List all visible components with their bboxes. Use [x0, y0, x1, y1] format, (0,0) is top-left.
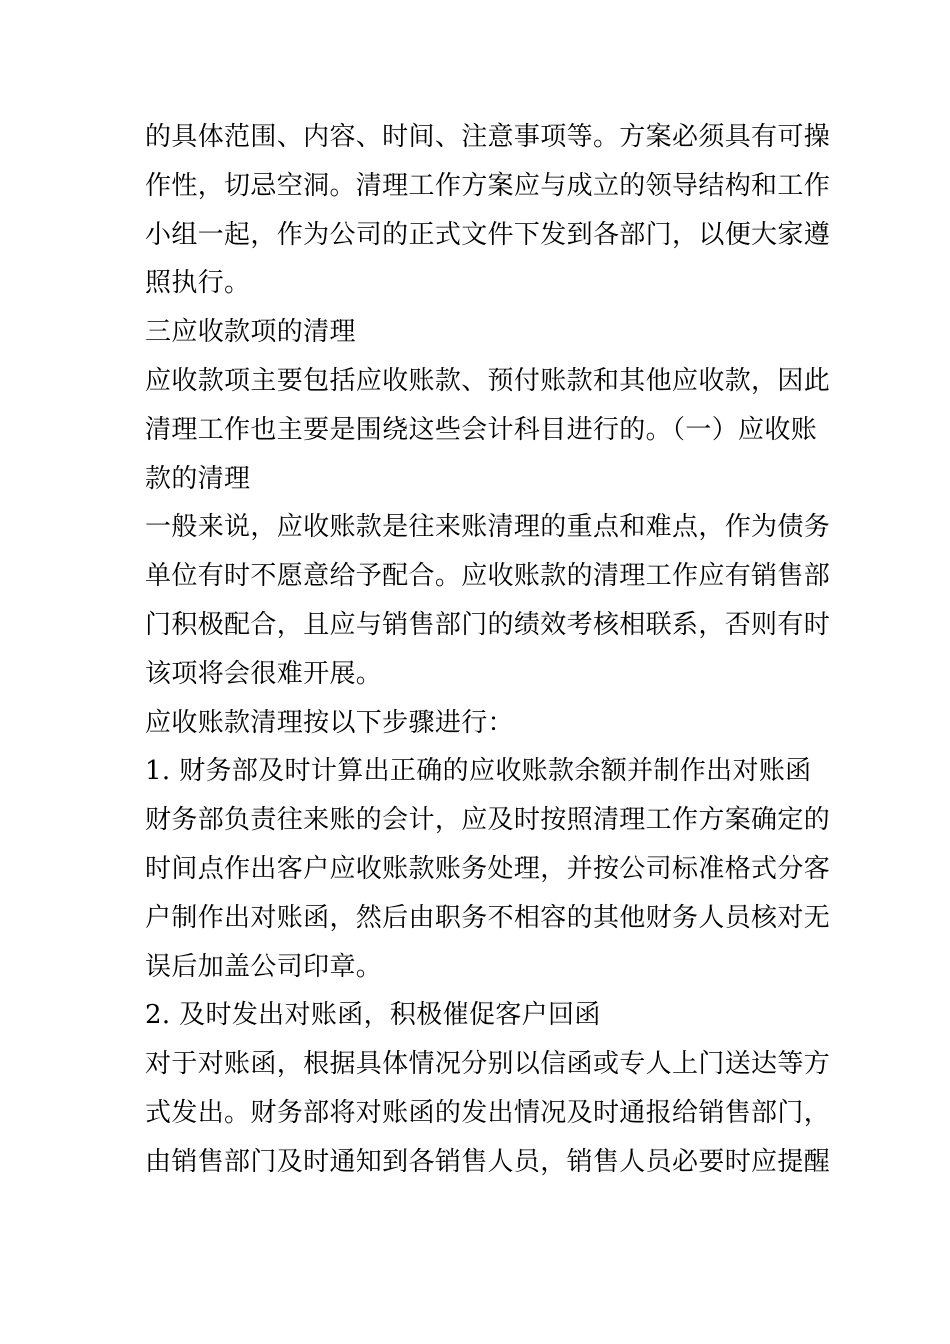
text-line: 清理工作也主要是围绕这些会计科目进行的。（一）应收账	[145, 414, 818, 445]
text-line: 该项将会很难开展。	[145, 658, 383, 689]
text-line: 式发出。财务部将对账函的发出情况及时通报给销售部门，	[145, 1097, 831, 1128]
step-heading: 2. 及时发出对账函，积极催促客户回函	[145, 1000, 601, 1031]
document-body	[145, 113, 831, 1187]
text-line: 照执行。	[145, 268, 251, 299]
text-line: 财务部负责往来账的会计，应及时按照清理工作方案确定的	[145, 805, 831, 836]
text-line: 应收款项主要包括应收账款、预付账款和其他应收款，因此	[145, 365, 831, 396]
section-heading: 三应收款项的清理	[145, 317, 356, 348]
text-line: 单位有时不愿意给予配合。应收账款的清理工作应有销售部	[145, 561, 831, 592]
text-line: 时间点作出客户应收账款账务处理，并按公司标准格式分客	[145, 853, 831, 884]
text-line: 一般来说，应收账款是往来账清理的重点和难点，作为债务	[145, 512, 831, 543]
text-line: 应收账款清理按以下步骤进行：	[145, 707, 514, 738]
text-line: 款的清理	[145, 463, 251, 494]
text-line: 由销售部门及时通知到各销售人员，销售人员必要时应提醒	[145, 1146, 831, 1177]
text-line: 户制作出对账函，然后由职务不相容的其他财务人员核对无	[145, 902, 831, 933]
text-line: 误后加盖公司印章。	[145, 951, 383, 982]
text-line: 对于对账函，根据具体情况分别以信函或专人上门送达等方	[145, 1049, 831, 1080]
text-line: 门积极配合，且应与销售部门的绩效考核相联系，否则有时	[145, 609, 831, 640]
text-line: 作性，切忌空洞。清理工作方案应与成立的领导结构和工作	[145, 170, 831, 201]
text-line: 小组一起，作为公司的正式文件下发到各部门，以便大家遵	[145, 219, 831, 250]
text-line: 的具体范围、内容、时间、注意事项等。方案必须具有可操	[145, 122, 831, 152]
step-heading: 1. 财务部及时计算出正确的应收账款余额并制作出对账函	[145, 756, 812, 787]
